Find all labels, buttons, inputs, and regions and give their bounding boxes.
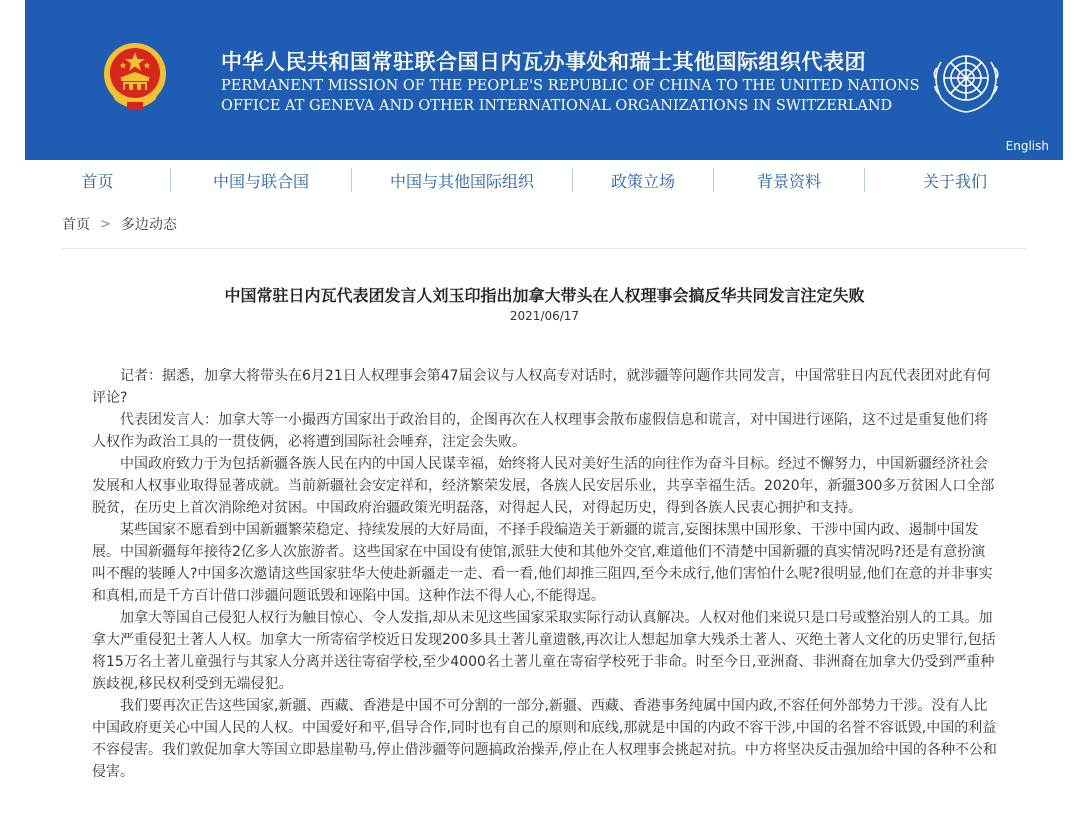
breadcrumb	[62, 214, 177, 234]
article-paragraph: 中国政府致力于为包括新疆各族人民在内的中国人民谋幸福，始终将人民对美好生活的向往作为奋斗目标。经过不懈努力，中国新疆经济社会发展和人权事业取得显著成就。当前新疆社会安定祥和，经济繁荣发展，各族人民安居乐业，共享幸福生活。2020年，新疆300多万贫困人口全部脱贫，在历史上首次消除绝对贫困。中国政府治疆政策光明磊落，对得起人民，对得起历史，得到各族人民衷心拥护和支持。	[92, 456, 995, 516]
nav-item-about-us[interactable]: 关于我们	[922, 171, 987, 191]
national-emblem-icon	[101, 40, 169, 112]
nav-item-policy-positions[interactable]: 政策立场	[610, 171, 675, 191]
un-logo-icon	[923, 42, 1009, 118]
article-paragraph: 代表团发言人：加拿大等一小撮西方国家出于政治目的，企图再次在人权理事会散布虚假信息和谎言，对中国进行诬陷，这不过是重复他们将人权作为政治工具的一贯伎俩，必将遭到国际社会唾弃，注定会失败。	[92, 412, 988, 450]
breadcrumb-home-link[interactable]: 首页	[62, 217, 90, 233]
nav-item-home[interactable]: 首页	[81, 171, 114, 191]
site-title-english	[221, 76, 920, 116]
breadcrumb-divider	[62, 248, 1026, 249]
article-date: 2021/06/17	[509, 309, 580, 323]
article-title: 中国常驻日内瓦代表团发言人刘玉印指出加拿大带头在人权理事会搞反华共同发言注定失败	[224, 286, 865, 305]
header-banner	[25, 0, 1063, 160]
nav-item-china-and-un[interactable]: 中国与联合国	[212, 171, 309, 191]
breadcrumb-current-link[interactable]: 多边动态	[120, 217, 177, 233]
main-nav	[25, 160, 1063, 200]
breadcrumb-separator: >	[100, 216, 111, 232]
article-body	[92, 365, 998, 783]
nav-item-other-intl-orgs[interactable]: 中国与其他国际组织	[389, 171, 534, 191]
site-title-english-line1: PERMANENT MISSION OF THE PEOPLE'S REPUBLIC OF CHINA TO THE UNITED NATIONS	[221, 78, 920, 94]
english-language-link[interactable]: English	[1005, 139, 1049, 153]
article-paragraph: 我们要再次正告这些国家,新疆、西藏、香港是中国不可分割的一部分,新疆、西藏、香港事务纯属中国内政,不容任何外部势力干涉。没有人比中国政府更关心中国人民的人权。中国爱好和平,倡导合作,同时也有自己的原则和底线,那就是中国的内政不容干涉,中国的名誉不容诋毁,中国的利益不容侵害。我们敦促加拿大等国立即悬崖勒马,停止借涉疆等问题搞政治操弄,停止在人权理事会挑起对抗。中方将坚决反击强加给中国的各种不公和侵害。	[92, 698, 997, 780]
site-title-chinese: 中华人民共和国常驻联合国日内瓦办事处和瑞士其他国际组织代表团	[221, 50, 866, 74]
site-title-english-line2: OFFICE AT GENEVA AND OTHER INTERNATIONAL ORGANIZATIONS IN SWITZERLAND	[221, 98, 893, 114]
article-paragraph: 加拿大等国自己侵犯人权行为触目惊心、令人发指,却从未见这些国家采取实际行动认真解决。人权对他们来说只是口号或整治别人的工具。加拿大严重侵犯土著人人权。加拿大一所寄宿学校近日发现200多具土著儿童遗骸,再次让人想起加拿大残杀土著人、灭绝土著人文化的历史罪行,包括将15万名土著儿童强行与其家人分离并送往寄宿学校,至少4000名土著儿童在寄宿学校死于非命。时至今日,亚洲裔、非洲裔在加拿大仍受到严重种族歧视,移民权利受到无端侵犯。	[92, 610, 996, 692]
article-paragraph: 记者：据悉，加拿大将带头在6月21日人权理事会第47届会议与人权高专对话时，就涉疆等问题作共同发言，中国常驻日内瓦代表团对此有何评论?	[92, 368, 991, 406]
nav-item-background[interactable]: 背景资料	[756, 171, 821, 191]
article-paragraph: 某些国家不愿看到中国新疆繁荣稳定、持续发展的大好局面，不择手段编造关于新疆的谎言,妄图抹黑中国形象、干涉中国内政、遏制中国发展。中国新疆每年接待2亿多人次旅游者。这些国家在中国设有使馆,派驻大使和其他外交官,难道他们不清楚中国新疆的真实情况吗?还是有意扮演叫不醒的装睡人?中国多次邀请这些国家驻华大使赴新疆走一走、看一看,他们却推三阻四,至今未成行,他们害怕什么呢?很明显,他们在意的并非事实和真相,而是千方百计借口涉疆问题诋毁和诬陷中国。这种作法不得人心,不能得逞。	[92, 522, 993, 604]
